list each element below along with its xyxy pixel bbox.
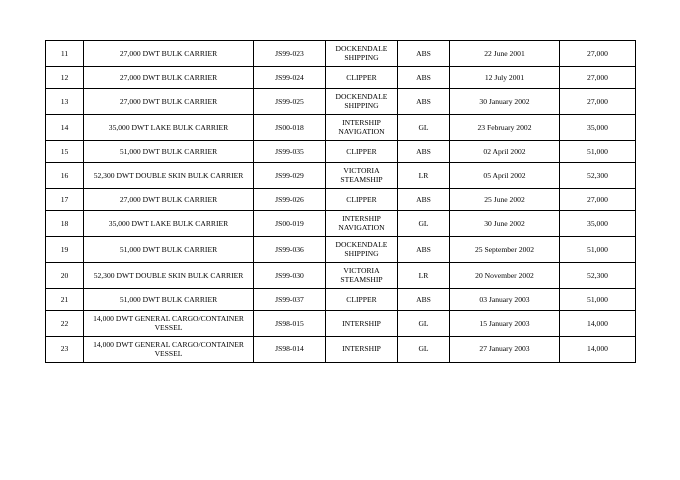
table-row — [46, 162, 636, 188]
cell-hull-no: JS99-029 — [254, 162, 326, 188]
cell-description: 51,000 DWT BULK CARRIER — [84, 288, 254, 310]
cell-owner: DOCKENDALE SHIPPING — [326, 236, 398, 262]
cell-class: LR — [398, 262, 450, 288]
cell-no: 22 — [46, 310, 84, 336]
cell-owner: CLIPPER — [326, 140, 398, 162]
cell-no: 18 — [46, 210, 84, 236]
vessel-table-container — [45, 40, 635, 363]
cell-description: 27,000 DWT BULK CARRIER — [84, 41, 254, 67]
cell-hull-no: JS99-037 — [254, 288, 326, 310]
cell-delivery-date: 30 January 2002 — [450, 88, 560, 114]
cell-delivery-date: 30 June 2002 — [450, 210, 560, 236]
cell-class: ABS — [398, 88, 450, 114]
table-row — [46, 41, 636, 67]
cell-no: 23 — [46, 336, 84, 362]
cell-class: ABS — [398, 41, 450, 67]
cell-delivery-date: 02 April 2002 — [450, 140, 560, 162]
cell-no: 13 — [46, 88, 84, 114]
cell-description: 52,300 DWT DOUBLE SKIN BULK CARRIER — [84, 162, 254, 188]
table-row — [46, 140, 636, 162]
table-row — [46, 262, 636, 288]
cell-no: 16 — [46, 162, 84, 188]
cell-description: 27,000 DWT BULK CARRIER — [84, 88, 254, 114]
table-row — [46, 114, 636, 140]
cell-description: 52,300 DWT DOUBLE SKIN BULK CARRIER — [84, 262, 254, 288]
table-body — [46, 41, 636, 363]
cell-class: LR — [398, 162, 450, 188]
table-row — [46, 310, 636, 336]
cell-dwt: 27,000 — [560, 41, 636, 67]
cell-hull-no: JS99-024 — [254, 66, 326, 88]
cell-class: GL — [398, 210, 450, 236]
cell-no: 21 — [46, 288, 84, 310]
cell-no: 12 — [46, 66, 84, 88]
cell-description: 35,000 DWT LAKE BULK CARRIER — [84, 210, 254, 236]
cell-dwt: 14,000 — [560, 336, 636, 362]
cell-description: 51,000 DWT BULK CARRIER — [84, 140, 254, 162]
cell-description: 51,000 DWT BULK CARRIER — [84, 236, 254, 262]
cell-dwt: 52,300 — [560, 262, 636, 288]
table-row — [46, 210, 636, 236]
cell-owner: DOCKENDALE SHIPPING — [326, 41, 398, 67]
cell-hull-no: JS99-023 — [254, 41, 326, 67]
cell-owner: VICTORIA STEAMSHIP — [326, 162, 398, 188]
cell-description: 14,000 DWT GENERAL CARGO/CONTAINER VESSEL — [84, 310, 254, 336]
cell-owner: INTERSHIP — [326, 310, 398, 336]
cell-dwt: 27,000 — [560, 188, 636, 210]
cell-dwt: 51,000 — [560, 236, 636, 262]
cell-owner: INTERSHIP — [326, 336, 398, 362]
cell-delivery-date: 25 September 2002 — [450, 236, 560, 262]
cell-owner: CLIPPER — [326, 188, 398, 210]
cell-owner: INTERSHIP NAVIGATION — [326, 210, 398, 236]
cell-hull-no: JS99-026 — [254, 188, 326, 210]
cell-hull-no: JS99-036 — [254, 236, 326, 262]
cell-dwt: 51,000 — [560, 140, 636, 162]
cell-no: 17 — [46, 188, 84, 210]
table-row — [46, 88, 636, 114]
cell-hull-no: JS98-014 — [254, 336, 326, 362]
cell-class: GL — [398, 336, 450, 362]
cell-owner: CLIPPER — [326, 288, 398, 310]
cell-description: 14,000 DWT GENERAL CARGO/CONTAINER VESSEL — [84, 336, 254, 362]
cell-class: GL — [398, 310, 450, 336]
cell-description: 27,000 DWT BULK CARRIER — [84, 66, 254, 88]
cell-dwt: 27,000 — [560, 88, 636, 114]
cell-no: 20 — [46, 262, 84, 288]
cell-delivery-date: 23 February 2002 — [450, 114, 560, 140]
cell-description: 35,000 DWT LAKE BULK CARRIER — [84, 114, 254, 140]
cell-owner: CLIPPER — [326, 66, 398, 88]
cell-dwt: 14,000 — [560, 310, 636, 336]
cell-dwt: 51,000 — [560, 288, 636, 310]
cell-hull-no: JS99-025 — [254, 88, 326, 114]
table-row — [46, 188, 636, 210]
cell-delivery-date: 25 June 2002 — [450, 188, 560, 210]
table-row — [46, 66, 636, 88]
table-row — [46, 236, 636, 262]
cell-class: ABS — [398, 288, 450, 310]
cell-delivery-date: 15 January 2003 — [450, 310, 560, 336]
cell-owner: DOCKENDALE SHIPPING — [326, 88, 398, 114]
cell-class: ABS — [398, 236, 450, 262]
cell-no: 15 — [46, 140, 84, 162]
cell-owner: INTERSHIP NAVIGATION — [326, 114, 398, 140]
cell-hull-no: JS98-015 — [254, 310, 326, 336]
cell-class: ABS — [398, 66, 450, 88]
cell-delivery-date: 03 January 2003 — [450, 288, 560, 310]
cell-description: 27,000 DWT BULK CARRIER — [84, 188, 254, 210]
cell-hull-no: JS00-018 — [254, 114, 326, 140]
cell-delivery-date: 12 July 2001 — [450, 66, 560, 88]
vessel-delivery-table — [45, 40, 636, 363]
cell-no: 19 — [46, 236, 84, 262]
table-row — [46, 288, 636, 310]
cell-hull-no: JS99-030 — [254, 262, 326, 288]
cell-delivery-date: 20 November 2002 — [450, 262, 560, 288]
cell-dwt: 35,000 — [560, 210, 636, 236]
cell-dwt: 52,300 — [560, 162, 636, 188]
cell-class: GL — [398, 114, 450, 140]
cell-class: ABS — [398, 140, 450, 162]
cell-no: 14 — [46, 114, 84, 140]
cell-dwt: 27,000 — [560, 66, 636, 88]
cell-delivery-date: 27 January 2003 — [450, 336, 560, 362]
cell-hull-no: JS99-035 — [254, 140, 326, 162]
cell-delivery-date: 22 June 2001 — [450, 41, 560, 67]
cell-dwt: 35,000 — [560, 114, 636, 140]
cell-owner: VICTORIA STEAMSHIP — [326, 262, 398, 288]
cell-hull-no: JS00-019 — [254, 210, 326, 236]
cell-class: ABS — [398, 188, 450, 210]
cell-no: 11 — [46, 41, 84, 67]
cell-delivery-date: 05 April 2002 — [450, 162, 560, 188]
table-row — [46, 336, 636, 362]
